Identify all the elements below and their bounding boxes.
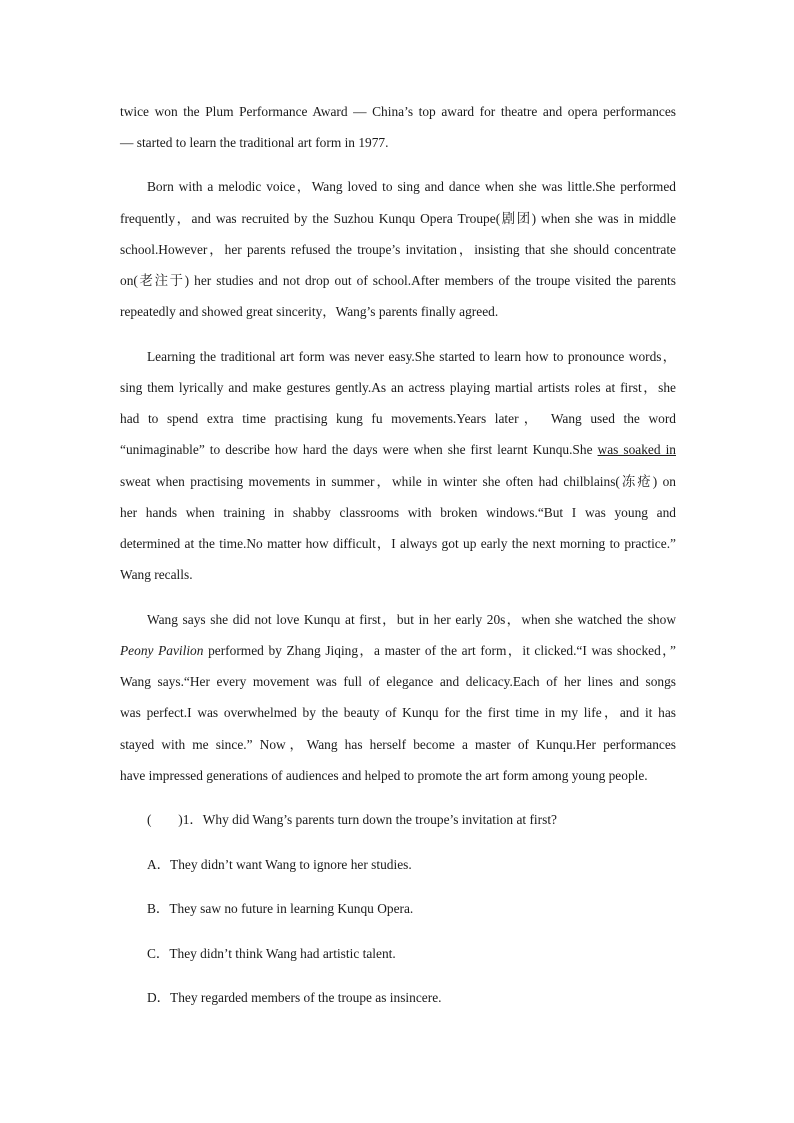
paragraph-line: — started to learn the traditional art form in 1977. <box>120 135 389 150</box>
paragraph-text: “unimaginable” to describe how hard the days were when she first learnt Kunqu.She <box>120 442 598 457</box>
paragraph-line <box>120 642 676 660</box>
paragraph-line: school.However，her parents refused the troupe’s invitation，insisting that she should concentrate <box>120 242 676 257</box>
paragraph-line: Learning the traditional art form was never easy.She started to learn how to pronounce words， <box>147 349 676 364</box>
paragraph-line: Wang says.“Her every movement was full of elegance and delicacy.Each of her lines and songs <box>120 674 676 689</box>
option-b: B．They saw no future in learning Kunqu Opera. <box>147 901 414 916</box>
option-d: D．They regarded members of the troupe as insincere. <box>147 990 442 1005</box>
paragraph-line: twice won the Plum Performance Award — China’s top award for theatre and opera performances <box>120 104 676 119</box>
paragraph-line: frequently，and was recruited by the Suzhou Kunqu Opera Troupe(剧团) when she was in middle <box>120 211 676 226</box>
paragraph-line: Wang says she did not love Kunqu at first，but in her early 20s，when she watched the show <box>147 612 676 627</box>
paragraph-line: was perfect.I was overwhelmed by the beauty of Kunqu for the first time in my life，and it has <box>120 705 676 720</box>
paragraph-line: stayed with me since.” Now，Wang has herself become a master of Kunqu.Her performances <box>120 737 676 752</box>
paragraph-line: her hands when training in shabby classrooms with broken windows.“But I was young and <box>120 505 676 520</box>
paragraph-line: have impressed generations of audiences and helped to promote the art form among young people. <box>120 768 648 783</box>
option-c: C．They didn’t think Wang had artistic talent. <box>147 946 396 961</box>
paragraph-line: on(老注于) her studies and not drop out of school.After members of the troupe visited the parents <box>120 273 676 288</box>
paragraph-text: performed by Zhang Jiqing，a master of the art form，it clicked.“I was shocked，” <box>203 643 676 658</box>
paragraph-line: sing them lyrically and make gestures gently.As an actress playing martial artists roles at first，she <box>120 380 676 395</box>
paragraph-line: determined at the time.No matter how difficult，I always got up early the next morning to practice.” <box>120 536 676 551</box>
paragraph-line: sweat when practising movements in summer，while in winter she often had chilblains(冻疮) on <box>120 474 676 489</box>
paragraph-line: Wang recalls. <box>120 567 193 582</box>
paragraph-line <box>120 441 676 459</box>
show-title: Peony Pavilion <box>120 643 204 658</box>
paragraph-line: Born with a melodic voice，Wang loved to sing and dance when she was little.She performed <box>147 179 676 194</box>
option-a: A．They didn’t want Wang to ignore her studies. <box>147 857 412 872</box>
paragraph-line: had to spend extra time practising kung fu movements.Years later， Wang used the word <box>120 411 676 426</box>
question-stem: ( )1．Why did Wang’s parents turn down the troupe’s invitation at first? <box>147 812 557 827</box>
paragraph-line: repeatedly and showed great sincerity，Wang’s parents finally agreed. <box>120 304 499 319</box>
underlined-phrase: was soaked in <box>597 442 676 457</box>
